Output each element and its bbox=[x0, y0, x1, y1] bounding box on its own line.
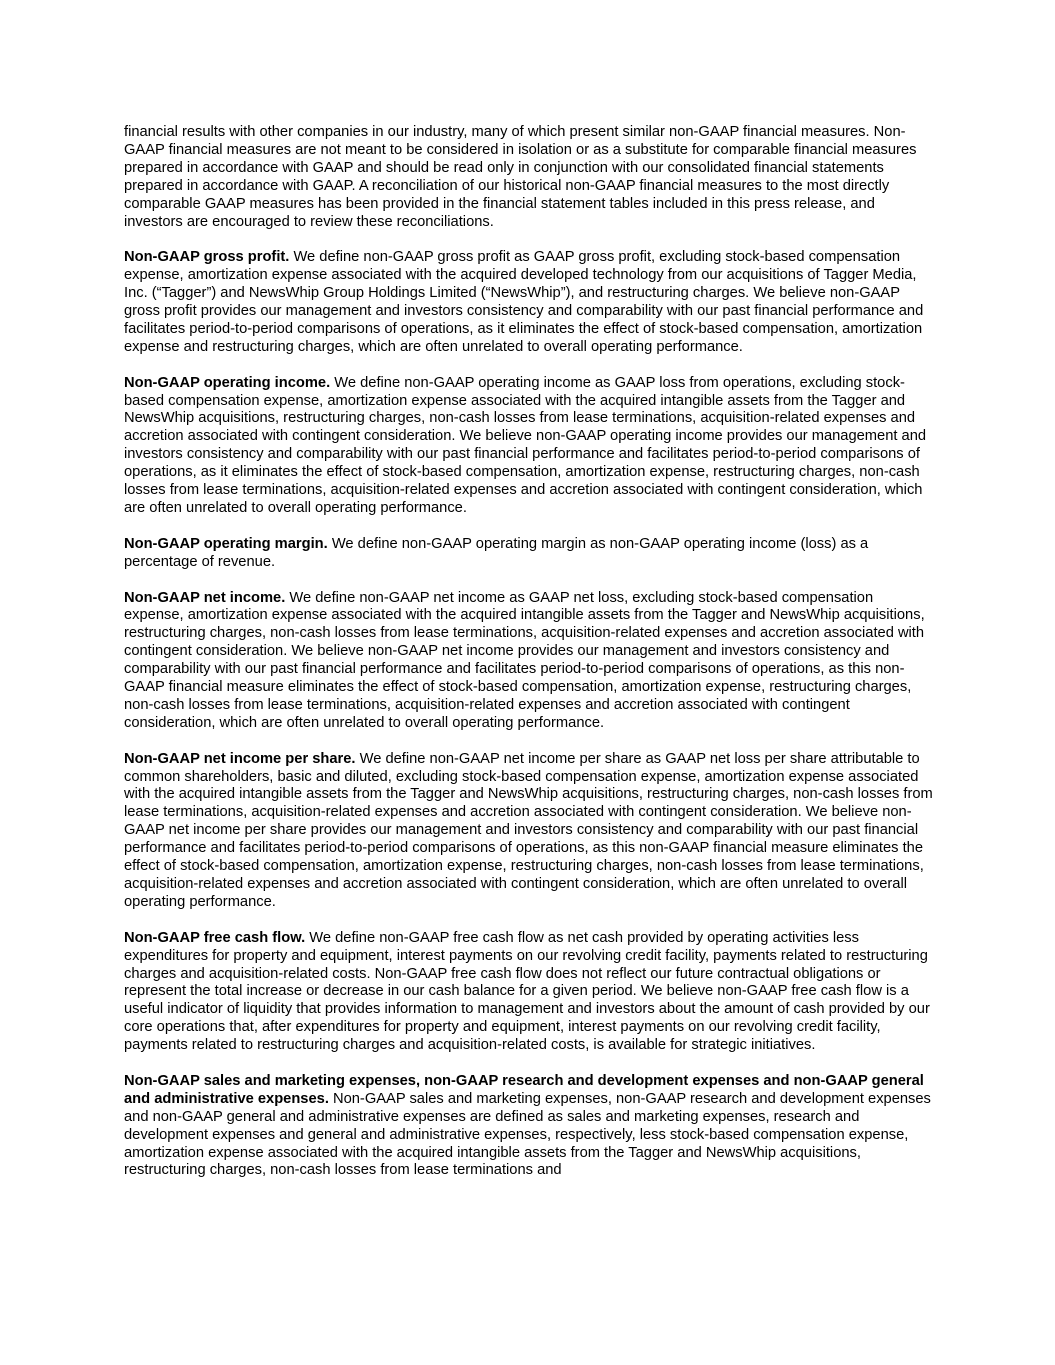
term-heading: Non-GAAP free cash flow. bbox=[124, 929, 306, 946]
paragraph-body: We define non-GAAP net income as GAAP net loss, excluding stock-based compensation expense, amortization expense associated with the acquired intangible assets from the Tagger and NewsWhip acquisitions, restructuring charges, non-cash losses from lease terminations, acquisition-related expenses and accretion associated with contingent consideration. We believe non-GAAP net income provides our management and investors consistency and comparability with our past financial performance and facilitates period-to-period comparisons of operations, as this non-GAAP financial measure eliminates the effect of stock-based compensation, amortization expense, restructuring charges, non-cash losses from lease terminations, acquisition-related expenses and accretion associated with contingent consideration, which are often unrelated to overall operating performance. bbox=[124, 589, 925, 731]
term-heading: Non-GAAP operating margin. bbox=[124, 535, 328, 552]
paragraph-body: We define non-GAAP operating margin as non-GAAP operating income (loss) as a percentage of revenue. bbox=[124, 535, 869, 570]
paragraph-body: financial results with other companies in our industry, many of which present similar non-GAAP financial measures. Non-GAAP financial measures are not meant to be considered in isolation or as a substitute for comparable financial measures prepared in accordance with GAAP and should be read only in conjunction with our consolidated financial statements prepared in accordance with GAAP. A reconciliation of our historical non-GAAP financial measures to the most directly comparable GAAP measures has been provided in the financial statement tables included in this press release, and investors are encouraged to review these reconciliations. bbox=[124, 124, 917, 230]
paragraph-body: We define non-GAAP net income per share as GAAP net loss per share attributable to common shareholders, basic and diluted, excluding stock-based compensation expense, amortization expense associated with the acquired intangible assets from the Tagger and NewsWhip acquisitions, restructuring charges, non-cash losses from lease terminations, acquisition-related expenses and accretion associated with contingent consideration. We believe non-GAAP net income per share provides our management and investors consistency and comparability with our past financial performance and facilitates period-to-period comparisons of operations, as this non-GAAP financial measure eliminates the effect of stock-based compensation, amortization expense, restructuring charges, non-cash losses from lease terminations, acquisition-related expenses and accretion associated with contingent consideration, which are often unrelated to overall operating performance. bbox=[124, 750, 933, 910]
paragraph-body: We define non-GAAP free cash flow as net cash provided by operating activities less expenditures for property and equipment, interest payments on our revolving credit facility, payments related to restructuring charges and acquisition-related costs. Non-GAAP free cash flow does not reflect our future contractual obligations or represent the total increase or decrease in our cash balance for a given period. We believe non-GAAP free cash flow is a useful indicator of liquidity that provides information to management and investors about the amount of cash provided by our core operations that, after expenditures for property and equipment, interest payments on our revolving credit facility, payments related to restructuring charges and acquisition-related costs, is available for strategic initiatives. bbox=[124, 929, 930, 1054]
net-income-per-share-paragraph bbox=[124, 751, 936, 912]
document-page bbox=[124, 124, 936, 1198]
operating-expenses-paragraph bbox=[124, 1073, 936, 1180]
term-heading: Non-GAAP sales and marketing expenses, non-GAAP research and development expenses and non-GAAP general and administrative expenses. bbox=[124, 1072, 924, 1107]
gross-profit-paragraph bbox=[124, 249, 936, 356]
term-heading: Non-GAAP net income. bbox=[124, 589, 286, 606]
net-income-paragraph bbox=[124, 590, 936, 733]
term-heading: Non-GAAP net income per share. bbox=[124, 750, 356, 767]
free-cash-flow-paragraph bbox=[124, 930, 936, 1055]
term-heading: Non-GAAP operating income. bbox=[124, 374, 331, 391]
operating-margin-paragraph bbox=[124, 536, 936, 572]
operating-income-paragraph bbox=[124, 375, 936, 518]
intro-paragraph bbox=[124, 124, 936, 231]
paragraph-body: We define non-GAAP gross profit as GAAP gross profit, excluding stock-based compensation expense, amortization expense associated with the acquired developed technology from our acquisitions of Tagger Media, Inc. (“Tagger”) and NewsWhip Group Holdings Limited (“NewsWhip”), and restructuring charges. We believe non-GAAP gross profit provides our management and investors consistency and comparability with our past financial performance and facilitates period-to-period comparisons of operations, as it eliminates the effect of stock-based compensation, amortization expense and restructuring charges, which are often unrelated to overall operating performance. bbox=[124, 249, 924, 355]
term-heading: Non-GAAP gross profit. bbox=[124, 249, 290, 266]
paragraph-body: Non-GAAP sales and marketing expenses, non-GAAP research and development expenses and non-GAAP general and administrative expenses are defined as sales and marketing expenses, research and development expenses and general and administrative expenses, respectively, less stock-based compensation expense, amortization expense associated with the acquired intangible assets from the Tagger and NewsWhip acquisitions, restructuring charges, non-cash losses from lease terminations and bbox=[124, 1090, 931, 1179]
paragraph-body: We define non-GAAP operating income as GAAP loss from operations, excluding stock-based compensation expense, amortization expense associated with the acquired intangible assets from the Tagger and NewsWhip acquisitions, restructuring charges, non-cash losses from lease terminations, acquisition-related expenses and accretion associated with contingent consideration. We believe non-GAAP operating income provides our management and investors consistency and comparability with our past financial performance and facilitates period-to-period comparisons of operations, as it eliminates the effect of stock-based compensation, amortization expense, restructuring charges, non-cash losses from lease terminations, acquisition-related expenses and accretion associated with contingent consideration, which are often unrelated to overall operating performance. bbox=[124, 374, 927, 516]
